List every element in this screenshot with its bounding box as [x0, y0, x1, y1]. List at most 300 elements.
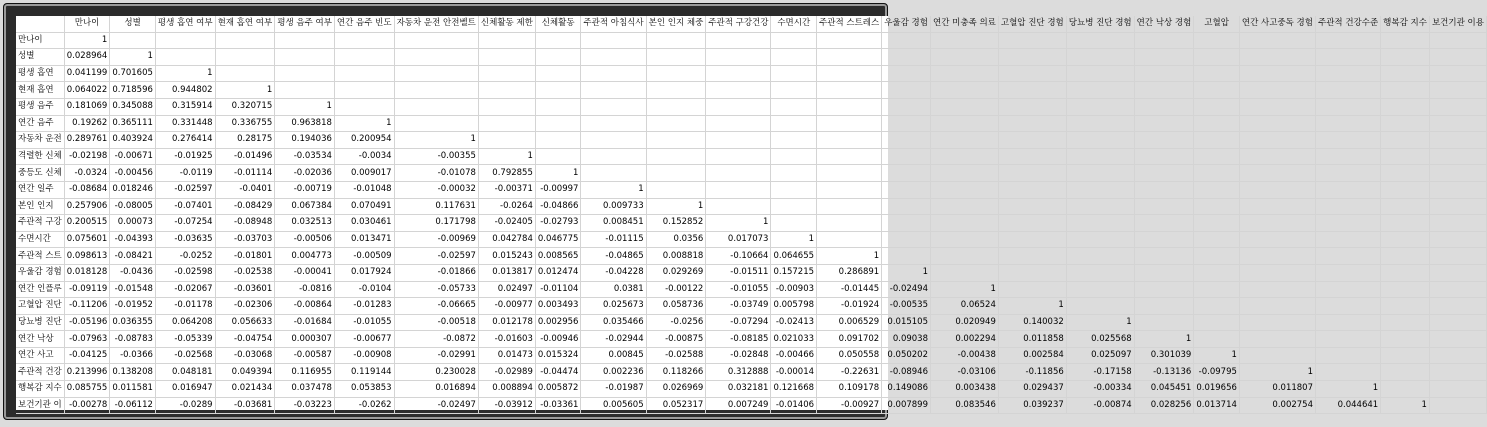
table-cell[interactable] [535, 132, 581, 149]
table-cell[interactable]: 0.792855 [478, 165, 535, 182]
table-cell[interactable]: 0.029269 [646, 264, 706, 281]
table-cell[interactable]: 0.018128 [64, 264, 110, 281]
table-cell[interactable] [581, 148, 646, 165]
row-label[interactable]: 자동차 운전 [16, 132, 64, 149]
table-cell[interactable] [215, 32, 275, 49]
table-cell[interactable] [882, 215, 931, 232]
table-cell[interactable]: 0.032181 [706, 381, 771, 398]
table-cell[interactable]: -0.01283 [334, 298, 394, 315]
table-cell[interactable]: 0.050558 [817, 347, 882, 364]
table-cell[interactable] [1429, 198, 1486, 215]
table-cell[interactable]: 0.008818 [646, 248, 706, 265]
table-cell[interactable] [581, 82, 646, 99]
table-cell[interactable]: 0.002956 [535, 314, 581, 331]
table-cell[interactable]: -0.0262 [334, 397, 394, 414]
table-cell[interactable]: -0.02989 [478, 364, 535, 381]
table-cell[interactable]: 1 [706, 215, 771, 232]
table-cell[interactable] [817, 165, 882, 182]
row-label[interactable]: 주관적 구강 [16, 215, 64, 232]
table-cell[interactable] [1429, 132, 1486, 149]
table-cell[interactable] [930, 264, 998, 281]
table-cell[interactable] [394, 32, 478, 49]
table-cell[interactable] [882, 181, 931, 198]
table-cell[interactable]: -0.0366 [110, 347, 156, 364]
table-cell[interactable] [1429, 314, 1486, 331]
table-cell[interactable]: -0.00977 [478, 298, 535, 315]
table-cell[interactable]: -0.00908 [334, 347, 394, 364]
table-cell[interactable]: 0.013817 [478, 264, 535, 281]
column-header[interactable]: 주관적 건강수준 [1315, 16, 1380, 32]
row-label[interactable]: 본인 인지 [16, 198, 64, 215]
column-header[interactable]: 고혈압 [1194, 16, 1240, 32]
table-cell[interactable]: -0.01684 [275, 314, 335, 331]
table-cell[interactable]: -0.07401 [155, 198, 215, 215]
table-cell[interactable] [394, 115, 478, 132]
table-cell[interactable] [1134, 215, 1194, 232]
row-label[interactable]: 연간 음주 [16, 115, 64, 132]
table-cell[interactable] [1134, 181, 1194, 198]
column-header[interactable]: 현재 흡연 여부 [215, 16, 275, 32]
table-cell[interactable] [1315, 148, 1380, 165]
table-cell[interactable]: -0.02793 [535, 215, 581, 232]
table-cell[interactable]: -0.06665 [394, 298, 478, 315]
table-cell[interactable] [998, 264, 1066, 281]
table-cell[interactable]: 0.230028 [394, 364, 478, 381]
table-cell[interactable] [998, 32, 1066, 49]
table-cell[interactable] [478, 65, 535, 82]
column-header[interactable]: 수면시간 [771, 16, 817, 32]
table-cell[interactable]: -0.01048 [334, 181, 394, 198]
table-cell[interactable]: -0.0264 [478, 198, 535, 215]
table-cell[interactable] [1066, 132, 1134, 149]
table-cell[interactable] [706, 49, 771, 66]
table-cell[interactable]: 0.058736 [646, 298, 706, 315]
table-cell[interactable]: 1 [215, 82, 275, 99]
table-cell[interactable]: -0.00587 [275, 347, 335, 364]
row-label[interactable]: 연간 인플루 [16, 281, 64, 298]
table-cell[interactable] [1239, 115, 1315, 132]
table-cell[interactable]: -0.07254 [155, 215, 215, 232]
table-cell[interactable]: -0.08429 [215, 198, 275, 215]
table-cell[interactable]: -0.02306 [215, 298, 275, 315]
row-label[interactable]: 보건기관 이 [16, 397, 64, 414]
table-cell[interactable] [1429, 98, 1486, 115]
table-cell[interactable] [275, 49, 335, 66]
row-label[interactable]: 성별 [16, 49, 64, 66]
column-header[interactable]: 고혈압 진단 경험 [998, 16, 1066, 32]
table-cell[interactable] [275, 82, 335, 99]
table-cell[interactable] [706, 32, 771, 49]
table-cell[interactable] [1381, 115, 1430, 132]
table-cell[interactable]: -0.05196 [64, 314, 110, 331]
table-cell[interactable]: -0.0252 [155, 248, 215, 265]
table-cell[interactable]: 0.157215 [771, 264, 817, 281]
table-cell[interactable] [1194, 98, 1240, 115]
table-cell[interactable] [1429, 347, 1486, 364]
row-label[interactable]: 평생 음주 [16, 98, 64, 115]
table-cell[interactable] [1134, 314, 1194, 331]
table-cell[interactable] [646, 49, 706, 66]
table-cell[interactable]: -0.04125 [64, 347, 110, 364]
table-cell[interactable] [817, 98, 882, 115]
table-cell[interactable] [706, 98, 771, 115]
table-cell[interactable] [998, 198, 1066, 215]
table-cell[interactable]: -0.0256 [646, 314, 706, 331]
table-cell[interactable] [998, 115, 1066, 132]
table-cell[interactable] [1239, 347, 1315, 364]
table-cell[interactable]: -0.01406 [771, 397, 817, 414]
table-cell[interactable] [771, 82, 817, 99]
row-label[interactable]: 행복감 지수 [16, 381, 64, 398]
table-cell[interactable]: 0.0356 [646, 231, 706, 248]
table-cell[interactable]: 0.067384 [275, 198, 335, 215]
table-cell[interactable] [817, 65, 882, 82]
table-cell[interactable]: -0.02944 [581, 331, 646, 348]
table-cell[interactable]: 0.003493 [535, 298, 581, 315]
table-cell[interactable]: -0.09795 [1194, 364, 1240, 381]
table-cell[interactable]: 0.020949 [930, 314, 998, 331]
table-cell[interactable] [1134, 231, 1194, 248]
table-cell[interactable]: 1 [581, 181, 646, 198]
table-cell[interactable] [817, 181, 882, 198]
table-cell[interactable] [1134, 198, 1194, 215]
table-cell[interactable] [930, 248, 998, 265]
table-cell[interactable]: 0.119144 [334, 364, 394, 381]
table-cell[interactable]: 0.035466 [581, 314, 646, 331]
table-cell[interactable] [155, 49, 215, 66]
table-cell[interactable] [1429, 381, 1486, 398]
table-cell[interactable] [817, 148, 882, 165]
table-cell[interactable] [998, 132, 1066, 149]
table-cell[interactable] [1429, 181, 1486, 198]
table-cell[interactable] [998, 49, 1066, 66]
table-cell[interactable]: 0.009733 [581, 198, 646, 215]
table-cell[interactable] [1315, 314, 1380, 331]
table-cell[interactable]: 0.257906 [64, 198, 110, 215]
table-cell[interactable]: -0.01078 [394, 165, 478, 182]
table-cell[interactable] [930, 181, 998, 198]
row-label[interactable]: 현재 흡연 [16, 82, 64, 99]
table-cell[interactable] [1315, 82, 1380, 99]
table-cell[interactable] [1429, 65, 1486, 82]
table-cell[interactable]: -0.11856 [998, 364, 1066, 381]
table-cell[interactable] [1381, 364, 1430, 381]
table-cell[interactable] [275, 65, 335, 82]
table-cell[interactable]: -0.0436 [110, 264, 156, 281]
table-cell[interactable]: 0.140032 [998, 314, 1066, 331]
table-cell[interactable] [394, 49, 478, 66]
table-cell[interactable]: -0.03635 [155, 231, 215, 248]
table-cell[interactable] [535, 65, 581, 82]
table-cell[interactable] [1194, 82, 1240, 99]
table-cell[interactable]: -0.01987 [581, 381, 646, 398]
table-cell[interactable]: 0.944802 [155, 82, 215, 99]
table-cell[interactable]: 0.200515 [64, 215, 110, 232]
table-cell[interactable] [155, 32, 215, 49]
table-cell[interactable] [998, 215, 1066, 232]
table-cell[interactable] [1239, 98, 1315, 115]
table-cell[interactable]: -0.08783 [110, 331, 156, 348]
table-cell[interactable] [535, 49, 581, 66]
table-cell[interactable] [771, 165, 817, 182]
table-cell[interactable] [817, 215, 882, 232]
table-cell[interactable] [882, 65, 931, 82]
table-cell[interactable]: -0.02848 [706, 347, 771, 364]
table-cell[interactable] [1381, 314, 1430, 331]
table-cell[interactable]: 0.007249 [706, 397, 771, 414]
table-cell[interactable]: 0.075601 [64, 231, 110, 248]
table-cell[interactable]: 0.701605 [110, 65, 156, 82]
table-cell[interactable]: 0.005605 [581, 397, 646, 414]
table-cell[interactable]: 0.015105 [882, 314, 931, 331]
table-cell[interactable] [478, 115, 535, 132]
table-cell[interactable] [1315, 298, 1380, 315]
table-cell[interactable]: -0.0104 [334, 281, 394, 298]
table-cell[interactable]: -0.04754 [215, 331, 275, 348]
table-cell[interactable] [1194, 215, 1240, 232]
table-cell[interactable]: -0.00535 [882, 298, 931, 315]
table-cell[interactable]: 0.005798 [771, 298, 817, 315]
row-label[interactable]: 중등도 신체 [16, 165, 64, 182]
table-cell[interactable]: 0.064655 [771, 248, 817, 265]
table-cell[interactable] [1315, 347, 1380, 364]
table-cell[interactable]: 0.011807 [1239, 381, 1315, 398]
table-cell[interactable]: -0.13136 [1134, 364, 1194, 381]
table-cell[interactable] [478, 49, 535, 66]
table-cell[interactable] [1429, 82, 1486, 99]
table-cell[interactable]: 0.181069 [64, 98, 110, 115]
table-cell[interactable]: 0.008565 [535, 248, 581, 265]
table-cell[interactable] [930, 215, 998, 232]
table-cell[interactable]: -0.0401 [215, 181, 275, 198]
table-cell[interactable] [1315, 132, 1380, 149]
row-label[interactable]: 당뇨병 진단 [16, 314, 64, 331]
table-cell[interactable] [882, 198, 931, 215]
table-cell[interactable] [1239, 281, 1315, 298]
table-cell[interactable] [1066, 181, 1134, 198]
table-cell[interactable] [1239, 132, 1315, 149]
table-cell[interactable]: -0.22631 [817, 364, 882, 381]
table-cell[interactable]: 0.025097 [1066, 347, 1134, 364]
table-cell[interactable]: -0.00903 [771, 281, 817, 298]
table-cell[interactable] [1066, 264, 1134, 281]
table-cell[interactable]: 0.091702 [817, 331, 882, 348]
table-cell[interactable]: 1 [155, 65, 215, 82]
row-label[interactable]: 만나이 [16, 32, 64, 49]
table-cell[interactable] [706, 165, 771, 182]
table-cell[interactable]: -0.02405 [478, 215, 535, 232]
table-cell[interactable]: 0.01473 [478, 347, 535, 364]
table-cell[interactable] [1134, 281, 1194, 298]
table-cell[interactable] [646, 82, 706, 99]
row-label[interactable]: 우울감 경험 [16, 264, 64, 281]
table-cell[interactable] [882, 49, 931, 66]
row-label[interactable]: 고혈압 진단 [16, 298, 64, 315]
table-cell[interactable] [998, 165, 1066, 182]
table-cell[interactable] [646, 181, 706, 198]
table-cell[interactable]: -0.0324 [64, 165, 110, 182]
table-cell[interactable] [706, 82, 771, 99]
table-cell[interactable] [1134, 32, 1194, 49]
column-header[interactable]: 만나이 [64, 16, 110, 32]
table-cell[interactable]: 0.365111 [110, 115, 156, 132]
table-cell[interactable] [1315, 231, 1380, 248]
table-cell[interactable] [1381, 215, 1430, 232]
table-cell[interactable]: -0.03681 [215, 397, 275, 414]
table-cell[interactable] [1381, 198, 1430, 215]
column-header[interactable]: 연간 음주 빈도 [334, 16, 394, 32]
table-cell[interactable]: -0.00371 [478, 181, 535, 198]
table-cell[interactable]: -0.00719 [275, 181, 335, 198]
table-cell[interactable]: -0.01866 [394, 264, 478, 281]
table-cell[interactable]: 0.312888 [706, 364, 771, 381]
table-cell[interactable] [394, 98, 478, 115]
table-cell[interactable] [817, 49, 882, 66]
table-cell[interactable] [110, 32, 156, 49]
table-cell[interactable]: -0.02067 [155, 281, 215, 298]
table-cell[interactable]: 0.012474 [535, 264, 581, 281]
table-cell[interactable] [706, 115, 771, 132]
table-cell[interactable] [1239, 148, 1315, 165]
table-cell[interactable]: 0.289761 [64, 132, 110, 149]
table-cell[interactable]: -0.03223 [275, 397, 335, 414]
table-cell[interactable] [478, 32, 535, 49]
table-cell[interactable] [1381, 231, 1430, 248]
table-cell[interactable] [930, 198, 998, 215]
table-cell[interactable] [581, 115, 646, 132]
table-cell[interactable]: 0.345088 [110, 98, 156, 115]
table-cell[interactable] [1194, 331, 1240, 348]
table-cell[interactable]: -0.02036 [275, 165, 335, 182]
table-cell[interactable]: 0.052317 [646, 397, 706, 414]
table-cell[interactable] [706, 148, 771, 165]
table-cell[interactable] [882, 82, 931, 99]
table-cell[interactable] [394, 82, 478, 99]
table-cell[interactable]: 0.013471 [334, 231, 394, 248]
table-cell[interactable] [581, 165, 646, 182]
table-cell[interactable] [1239, 82, 1315, 99]
table-cell[interactable] [1381, 281, 1430, 298]
table-cell[interactable] [998, 65, 1066, 82]
column-header[interactable]: 신체활동 제한 [478, 16, 535, 32]
table-cell[interactable] [1194, 298, 1240, 315]
table-cell[interactable] [1381, 264, 1430, 281]
table-cell[interactable]: -0.01925 [155, 148, 215, 165]
table-cell[interactable] [1134, 82, 1194, 99]
table-cell[interactable]: 1 [1194, 347, 1240, 364]
table-cell[interactable] [1066, 231, 1134, 248]
table-cell[interactable] [1239, 49, 1315, 66]
table-cell[interactable] [998, 148, 1066, 165]
table-cell[interactable]: 0.050202 [882, 347, 931, 364]
table-cell[interactable] [1066, 148, 1134, 165]
table-cell[interactable]: -0.04393 [110, 231, 156, 248]
table-cell[interactable]: 0.017924 [334, 264, 394, 281]
table-cell[interactable] [1134, 49, 1194, 66]
table-cell[interactable] [1381, 98, 1430, 115]
table-cell[interactable]: -0.01178 [155, 298, 215, 315]
table-cell[interactable]: 1 [1381, 397, 1430, 414]
table-cell[interactable]: -0.0119 [155, 165, 215, 182]
table-cell[interactable]: -0.0872 [394, 331, 478, 348]
row-label[interactable]: 연간 일주 [16, 181, 64, 198]
table-cell[interactable]: 1 [771, 231, 817, 248]
row-label[interactable]: 격렬한 신체 [16, 148, 64, 165]
table-cell[interactable]: -0.01496 [215, 148, 275, 165]
table-cell[interactable] [646, 148, 706, 165]
table-cell[interactable]: 0.276414 [155, 132, 215, 149]
table-cell[interactable]: 0.036355 [110, 314, 156, 331]
table-cell[interactable] [882, 32, 931, 49]
table-cell[interactable] [478, 98, 535, 115]
table-cell[interactable] [1315, 198, 1380, 215]
table-cell[interactable] [1315, 281, 1380, 298]
table-cell[interactable]: -0.08948 [215, 215, 275, 232]
table-cell[interactable] [581, 65, 646, 82]
table-cell[interactable] [1381, 65, 1430, 82]
table-cell[interactable]: 0.039237 [998, 397, 1066, 414]
table-cell[interactable] [1381, 82, 1430, 99]
table-cell[interactable] [1239, 165, 1315, 182]
table-cell[interactable]: 0.019656 [1194, 381, 1240, 398]
table-cell[interactable]: 0.118266 [646, 364, 706, 381]
table-cell[interactable] [1194, 264, 1240, 281]
table-cell[interactable] [646, 65, 706, 82]
table-cell[interactable] [1429, 231, 1486, 248]
table-cell[interactable] [1066, 65, 1134, 82]
table-cell[interactable]: -0.00506 [275, 231, 335, 248]
table-cell[interactable] [1239, 231, 1315, 248]
table-cell[interactable] [930, 148, 998, 165]
table-cell[interactable] [930, 32, 998, 49]
table-cell[interactable]: 1 [334, 115, 394, 132]
table-cell[interactable]: -0.02538 [215, 264, 275, 281]
table-cell[interactable] [706, 181, 771, 198]
column-header[interactable]: 연간 사고중독 경험 [1239, 16, 1315, 32]
table-cell[interactable]: -0.07294 [706, 314, 771, 331]
table-cell[interactable]: -0.03912 [478, 397, 535, 414]
table-cell[interactable] [581, 32, 646, 49]
table-cell[interactable] [1194, 32, 1240, 49]
table-cell[interactable] [1429, 115, 1486, 132]
table-cell[interactable] [1381, 298, 1430, 315]
table-cell[interactable] [771, 215, 817, 232]
table-cell[interactable]: -0.02598 [155, 264, 215, 281]
row-label[interactable]: 평생 흡연 [16, 65, 64, 82]
table-cell[interactable]: 0.030461 [334, 215, 394, 232]
table-cell[interactable]: 1 [275, 98, 335, 115]
table-cell[interactable] [1194, 115, 1240, 132]
table-cell[interactable]: 0.011581 [110, 381, 156, 398]
table-cell[interactable] [1429, 264, 1486, 281]
table-cell[interactable] [817, 82, 882, 99]
table-cell[interactable] [771, 181, 817, 198]
table-cell[interactable]: 1 [882, 264, 931, 281]
table-cell[interactable]: 0.013714 [1194, 397, 1240, 414]
table-cell[interactable] [706, 198, 771, 215]
table-cell[interactable] [334, 65, 394, 82]
table-cell[interactable]: -0.08946 [882, 364, 931, 381]
table-cell[interactable] [882, 132, 931, 149]
table-cell[interactable] [334, 82, 394, 99]
table-cell[interactable]: -0.00041 [275, 264, 335, 281]
table-cell[interactable] [1381, 181, 1430, 198]
table-cell[interactable] [1134, 248, 1194, 265]
column-header[interactable]: 주관적 구강건강 [706, 16, 771, 32]
column-header[interactable]: 보건기관 이용 [1429, 16, 1486, 32]
table-cell[interactable]: -0.00874 [1066, 397, 1134, 414]
table-cell[interactable] [215, 65, 275, 82]
